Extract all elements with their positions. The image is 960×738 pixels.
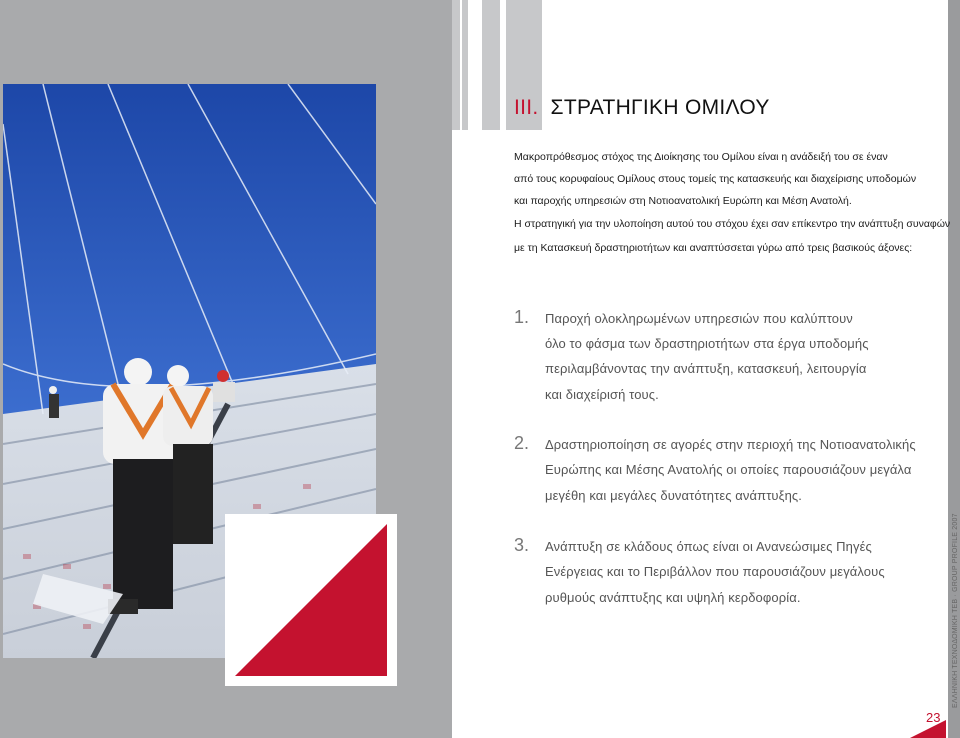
section-title-text: ΣΤΡΑΤΗΓΙΚΗ ΟΜΙΛΟΥ xyxy=(550,96,770,119)
intro-line: με τη Κατασκευή δραστηριοτήτων και αναπτύσσεται γύρω από τρεις βασικούς άξονες: xyxy=(514,242,913,254)
item-1-number: 1. xyxy=(514,307,530,327)
stripe xyxy=(452,0,460,130)
item-2-line: Δραστηριοποίηση σε αγορές στην περιοχή της Νοτιοανατολικής xyxy=(545,437,916,452)
item-3-number: 3. xyxy=(514,535,530,555)
item-2-line: μεγέθη και μεγάλες δυνατότητες ανάπτυξης. xyxy=(545,488,802,503)
red-triangle xyxy=(225,514,397,686)
item-1-line: περιλαμβάνοντας την ανάπτυξη, κατασκευή, λειτουργία xyxy=(545,361,867,376)
intro-line: και παροχής υπηρεσιών στη Νοτιοανατολική Ευρώπη και Μέση Ανατολή. xyxy=(514,195,852,207)
section-title xyxy=(514,96,770,120)
item-1-line: και διαχείρισή τους. xyxy=(545,387,659,402)
item-2-number: 2. xyxy=(514,433,530,453)
section-number: III. xyxy=(514,96,539,119)
item-2-line: Ευρώπης και Μέσης Ανατολής οι οποίες παρουσιάζουν μεγάλα xyxy=(545,462,912,477)
item-1-line: Παροχή ολοκληρωμένων υπηρεσιών που καλύπτουν xyxy=(545,311,853,326)
intro-line: Μακροπρόθεσμος στόχος της Διοίκησης του Ομίλου είναι η ανάδειξή του σε έναν xyxy=(514,151,888,163)
item-1-line: όλο το φάσμα των δραστηριοτήτων στα έργα υποδομής xyxy=(545,336,869,351)
page-number: 23 xyxy=(926,710,941,725)
corner-card xyxy=(225,514,397,686)
item-3-line: Ενέργειας και το Περιβάλλον που παρουσιάζουν μεγάλους xyxy=(545,564,885,579)
item-3-line: Ανάπτυξη σε κλάδους όπως είναι οι Ανανεώσιμες Πηγές xyxy=(545,539,872,554)
vertical-footer-text: ΕΛΛΗΝΙΚΗ ΤΕΧΝΟΔΟΜΙΚΗ ΤΕΒ · GROUP PROFILE 2007 xyxy=(952,513,959,708)
stripe xyxy=(462,0,468,130)
item-3-line: ρυθμούς ανάπτυξης και υψηλή κερδοφορία. xyxy=(545,590,801,605)
intro-line: από τους κορυφαίους Ομίλους στους τομείς της κατασκευής και διαχείρισης υποδομών xyxy=(514,173,917,185)
stripe xyxy=(482,0,500,130)
intro-line: Η στρατηγική για την υλοποίηση αυτού του στόχου έχει σαν επίκεντρο την ανάπτυξη συναφών xyxy=(514,218,951,230)
